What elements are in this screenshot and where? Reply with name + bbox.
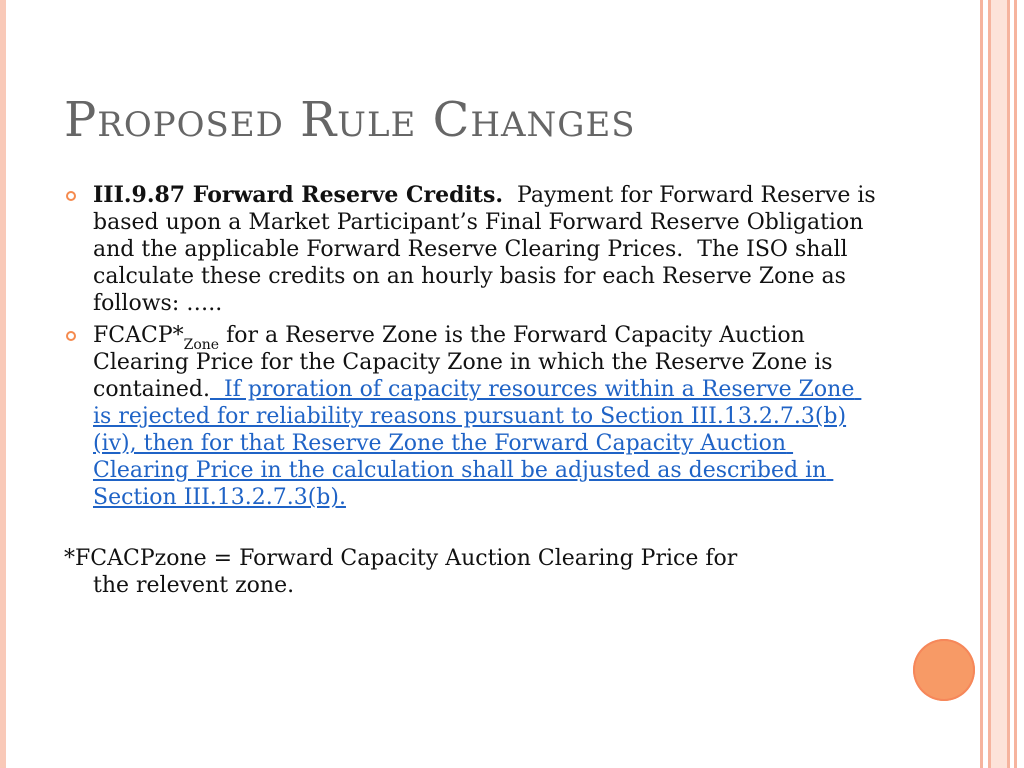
slide-title: Proposed Rule Changes bbox=[64, 92, 636, 148]
fcacp-text: for a Reserve Zone is the Forward Capacity Auction Clearing Price for the Capacity Zone in which the Reserve Zone is contained. bbox=[93, 323, 833, 402]
bullet-list bbox=[64, 182, 883, 511]
fcacp-subscript: Zone bbox=[183, 337, 220, 353]
footnote bbox=[64, 545, 876, 599]
rule-heading: III.9.87 Forward Reserve Credits. bbox=[93, 182, 504, 208]
bullet-circle-icon bbox=[66, 191, 76, 201]
bullet-circle-icon bbox=[66, 331, 76, 341]
slide-body bbox=[64, 182, 883, 599]
fcacp-term: FCACP* bbox=[93, 323, 184, 348]
left-frame-stripe bbox=[0, 0, 6, 768]
footnote-line-2: the relevent zone. bbox=[93, 573, 295, 598]
bullet-fcacp-definition bbox=[64, 322, 876, 511]
proration-rule-link[interactable]: If proration of capacity resources within a Reserve Zone is rejected for reliability reasons pursuant to Section III.13.2.7.3(b)(iv), then for that Reserve Zone the Forward Capacity Auction Clearing Price in the calculation shall be adjusted as described in Section III.13.2.7.3(b). bbox=[93, 377, 862, 510]
decorative-circle bbox=[913, 639, 975, 701]
rule-text: Payment for Forward Reserve is based upon a Market Participant’s Final Forward Reserve Obligation and the applicable Forward Reserve Clearing Prices. The ISO shall calculate these credits on an hourly basis for each Reserve Zone as follows: ….. bbox=[93, 183, 883, 316]
bullet-forward-reserve-credits bbox=[64, 182, 883, 317]
right-frame-stripes bbox=[974, 0, 1024, 768]
footnote-line-1: *FCACPzone = Forward Capacity Auction Clearing Price for bbox=[64, 546, 738, 571]
